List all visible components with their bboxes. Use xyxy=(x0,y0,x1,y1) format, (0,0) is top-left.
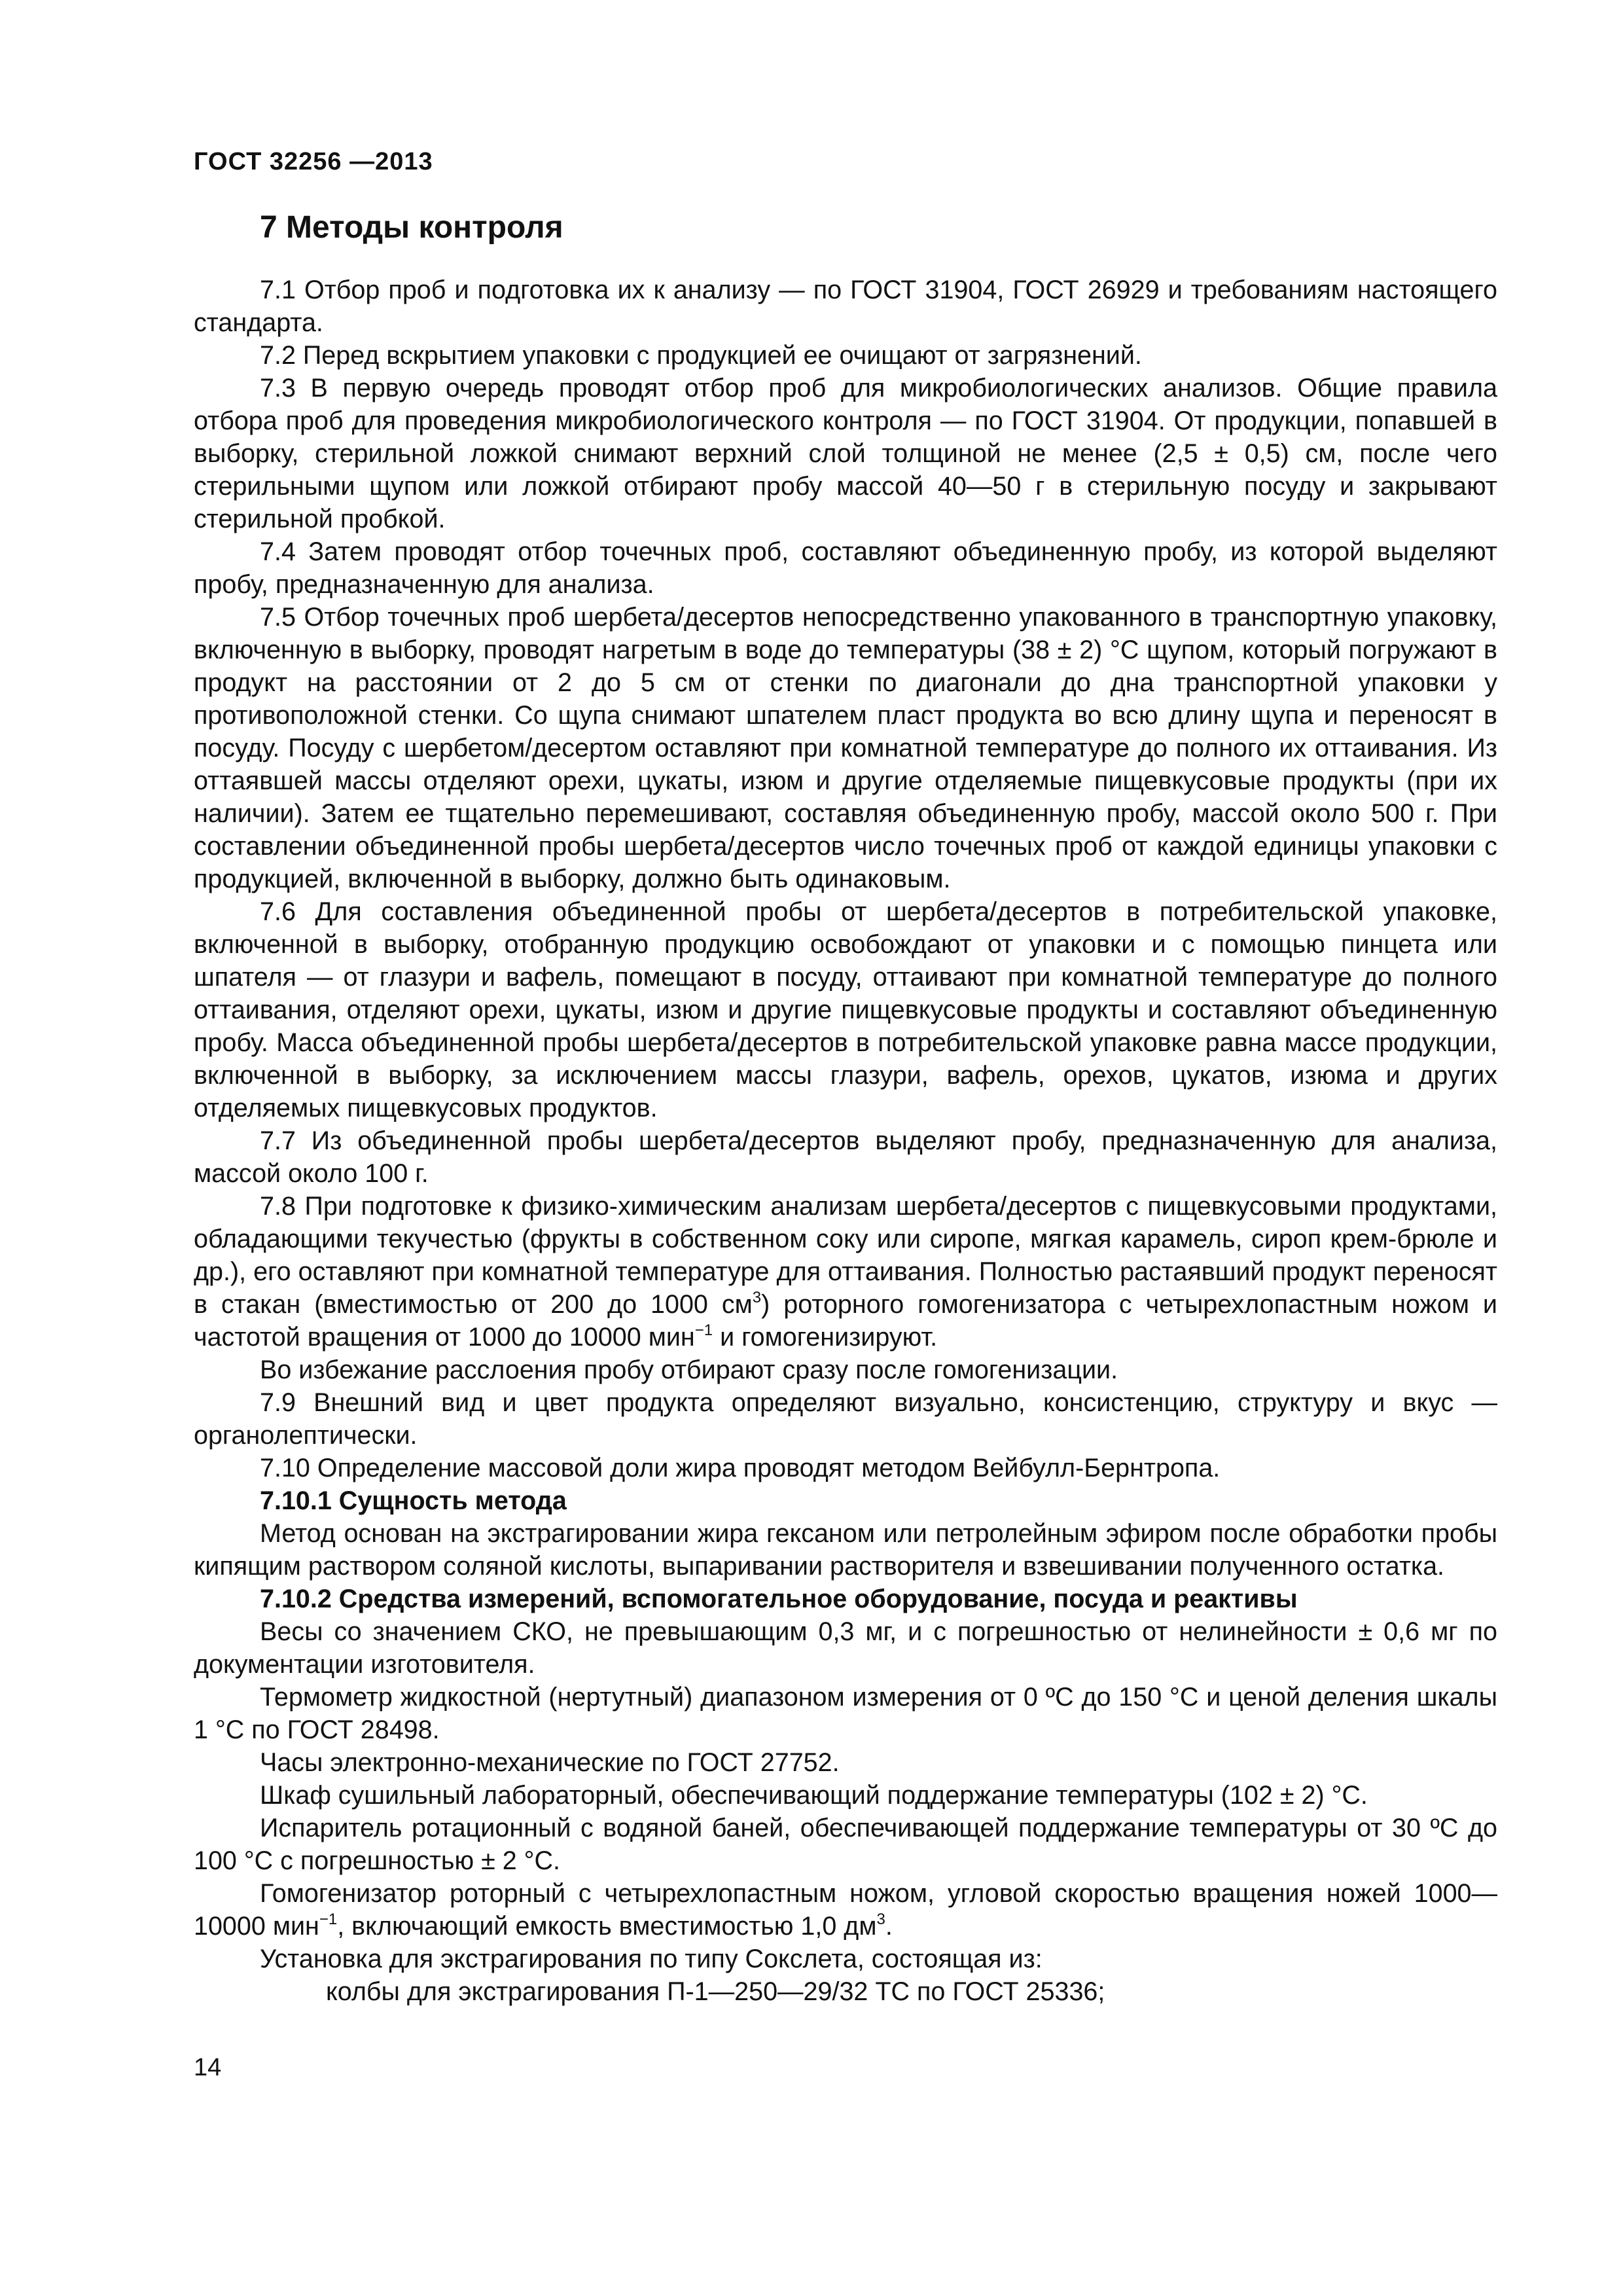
cubic-superscript: 3 xyxy=(876,1910,885,1928)
cubic-superscript: 3 xyxy=(752,1289,762,1306)
equipment-homogenizer-text-b: , включающий емкость вместимостью 1,0 дм xyxy=(337,1912,877,1941)
equipment-homogenizer-text-c: . xyxy=(885,1912,893,1941)
paragraph-7-1: 7.1 Отбор проб и подготовка их к анализу — по ГОСТ 31904, ГОСТ 26929 и требованиям настоящего стандарта. xyxy=(194,276,1497,337)
paragraph-7-2: 7.2 Перед вскрытием упаковки с продукцией ее очищают от загрязнений. xyxy=(260,341,1142,370)
equipment-flask: колбы для экстрагирования П-1—250—29/32 ТС по ГОСТ 25336; xyxy=(326,1977,1105,2006)
inverse-minute-superscript: −1 xyxy=(694,1321,713,1339)
equipment-oven: Шкаф сушильный лабораторный, обеспечивающий поддержание температуры (102 ± 2) °С. xyxy=(260,1781,1368,1810)
inverse-minute-superscript: −1 xyxy=(319,1910,338,1928)
section-title: 7 Методы контроля xyxy=(260,210,563,245)
section-body xyxy=(194,274,1497,2008)
paragraph-7-10: 7.10 Определение массовой доли жира проводят методом Вейбулл-Бернтропа. xyxy=(260,1454,1221,1482)
equipment-clock: Часы электронно-механические по ГОСТ 27752. xyxy=(260,1748,840,1777)
equipment-evaporator: Испаритель ротационный с водяной баней, обеспечивающей поддержание температуры от 30 ºС до 100 °С с погрешностью ± 2 °С. xyxy=(194,1814,1497,1875)
paragraph-7-9: 7.9 Внешний вид и цвет продукта определяют визуально, консистенцию, структуру и вкус — органолептически. xyxy=(194,1388,1497,1450)
paragraph-7-7: 7.7 Из объединенной пробы шербета/десертов выделяют пробу, предназначенную для анализа, массой около 100 г. xyxy=(194,1126,1497,1188)
paragraph-7-8 xyxy=(194,1190,1497,1354)
heading-7-10-1: 7.10.1 Сущность метода xyxy=(260,1486,567,1515)
page-number: 14 xyxy=(194,2054,222,2081)
equipment-homogenizer-text-a: Гомогенизатор роторный с четырехлопастным ножом, угловой скоростью вращения ножей 1000—10000 мин xyxy=(194,1879,1497,1941)
paragraph-7-8-note: Во избежание расслоения пробу отбирают сразу после гомогенизации. xyxy=(260,1355,1118,1384)
heading-7-10-2: 7.10.2 Средства измерений, вспомогательное оборудование, посуда и реактивы xyxy=(260,1585,1298,1613)
paragraph-7-3: 7.3 В первую очередь проводят отбор проб для микробиологических анализов. Общие правила отбора проб для проведения микробиологического контроля — по ГОСТ 31904. От продукции, попавшей в выборку, стерильной ложкой снимают верхний слой толщиной не менее (2,5 ± 0,5) см, после чего стерильными щупом или ложкой отбирают пробу массой 40—50 г в стерильную посуду и закрывают стерильной пробкой. xyxy=(194,374,1497,533)
equipment-soxhlet: Установка для экстрагирования по типу Сокслета, состоящая из: xyxy=(260,1945,1043,1973)
paragraph-7-6: 7.6 Для составления объединенной пробы от шербета/десертов в потребительской упаковке, включенной в выборку, отобранную продукцию освобождают от упаковки и с помощью пинцета или шпателя — от глазури и вафель, помещают в посуду, оттаивают при комнатной температуре до полного оттаивания, отделяют орехи, цукаты, изюм и другие пищевкусовые продукты и составляют объединенную пробу. Масса объединенной пробы шербета/десертов в потребительской упаковке равна массе продукции, включенной в выборку, за исключением массы глазури, вафель, орехов, цукатов, изюма и других отделяемых пищевкусовых продуктов. xyxy=(194,897,1497,1122)
paragraph-7-10-1: Метод основан на экстрагировании жира гексаном или петролейным эфиром после обработки пробы кипящим раствором соляной кислоты, выпаривании растворителя и взвешивании полученного остатка. xyxy=(194,1519,1497,1581)
paragraph-7-8-text-b: ) роторного гомогенизатора с четырехлопастным ножом и частотой вращения от 1000 до 10000 мин xyxy=(194,1290,1497,1352)
equipment-thermometer: Термометр жидкостной (нертутный) диапазоном измерения от 0 ºС до 150 °С и ценой деления шкалы 1 °С по ГОСТ 28498. xyxy=(194,1683,1497,1744)
paragraph-7-8-text-a: 7.8 При подготовке к физико-химическим анализам шербета/десертов с пищевкусовыми продуктами, обладающими текучестью (фрукты в собственном соку или сиропе, мягкая карамель, сироп крем-брюле и др.), его оставляют при комнатной температуре для оттаивания. Полностью растаявший продукт переносят в стакан (вместимостью от 200 до 1000 см xyxy=(194,1192,1497,1319)
equipment-scales: Весы со значением СКО, не превышающим 0,3 мг, и с погрешностью от нелинейности ± 0,6 мг по документации изготовителя. xyxy=(194,1617,1497,1679)
paragraph-7-5: 7.5 Отбор точечных проб шербета/десертов непосредственно упакованного в транспортную упаковку, включенную в выборку, проводят нагретым в воде до температуры (38 ± 2) °С щупом, который погружают в продукт на расстоянии от 2 до 5 см от стенки по диагонали до дна транспортной упаковки у противоположной стенки. Со щупа снимают шпателем пласт продукта во всю длину щупа и переносят в посуду. Посуду с шербетом/десертом оставляют при комнатной температуре до полного их оттаивания. Из оттаявшей массы отделяют орехи, цукаты, изюм и другие отделяемые пищевкусовые продукты (при их наличии). Затем ее тщательно перемешивают, составляя объединенную пробу, массой около 500 г. При составлении объединенной пробы шербета/десертов число точечных проб от каждой единицы упаковки с продукцией, включенной в выборку, должно быть одинаковым. xyxy=(194,603,1497,893)
paragraph-7-4: 7.4 Затем проводят отбор точечных проб, составляют объединенную пробу, из которой выделяют пробу, предназначенную для анализа. xyxy=(194,537,1497,599)
equipment-homogenizer xyxy=(194,1877,1497,1943)
paragraph-7-8-text-c: и гомогенизируют. xyxy=(713,1323,938,1352)
standard-id: ГОСТ 32256 —2013 xyxy=(194,148,433,175)
